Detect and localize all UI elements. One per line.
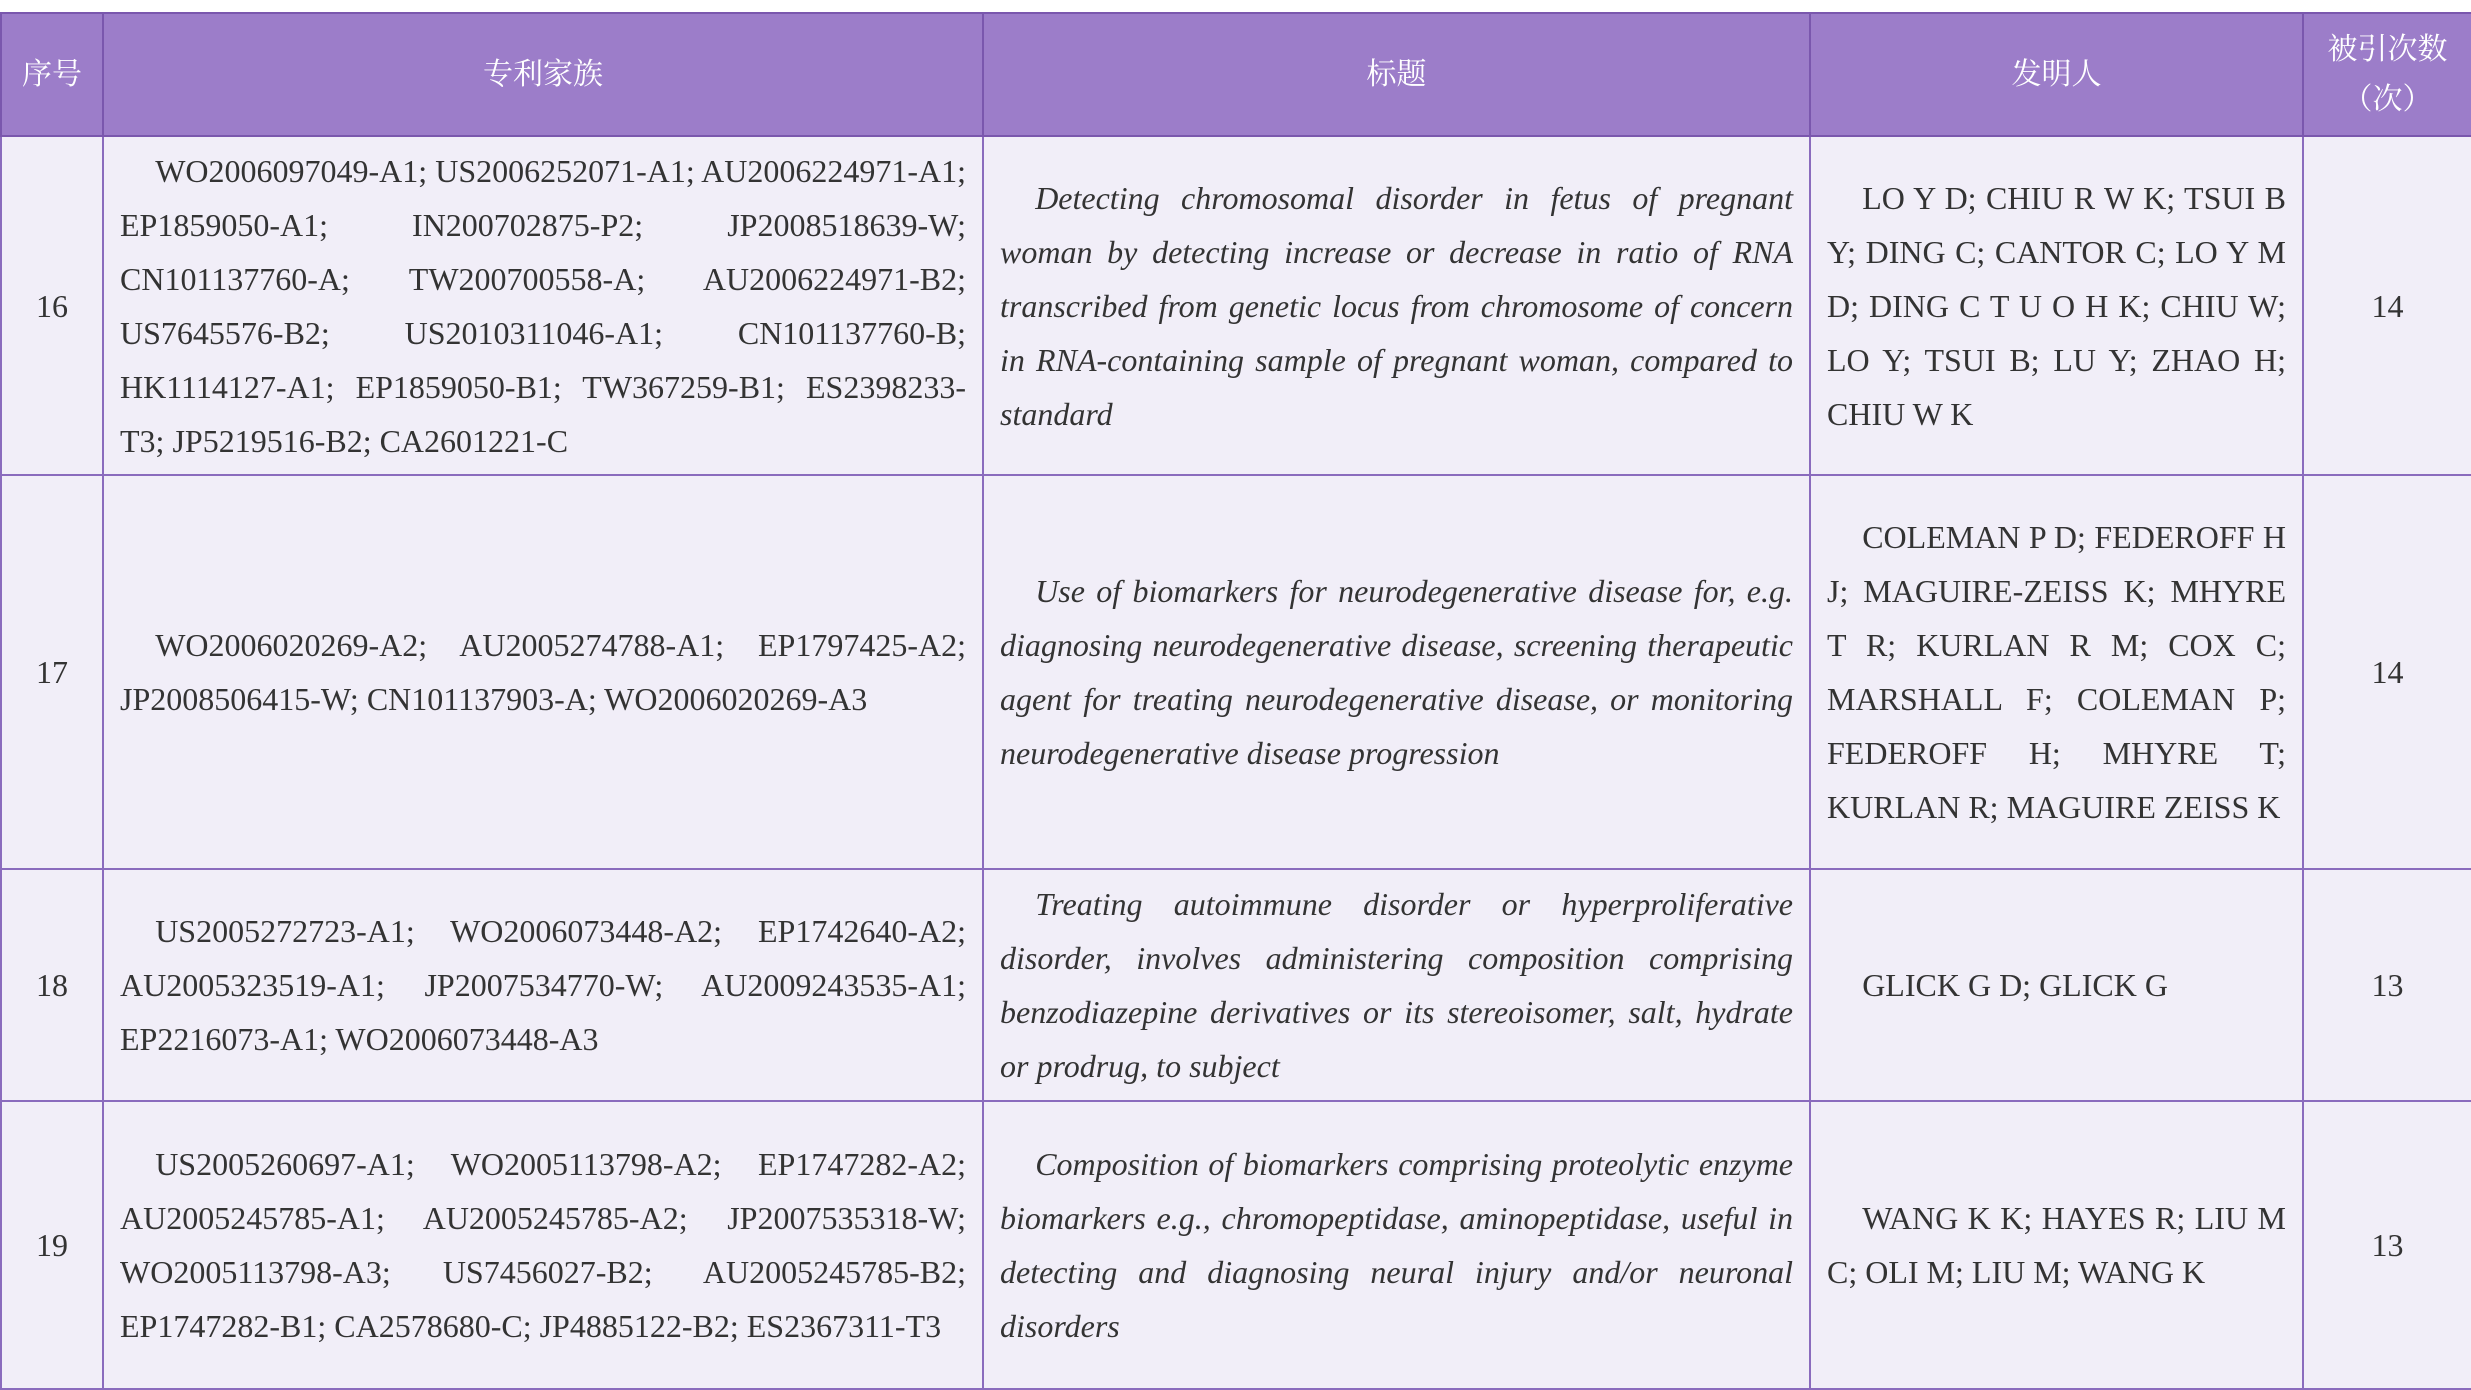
table-row xyxy=(1,475,2471,869)
row-citations: 13 xyxy=(2303,869,2471,1101)
table-row xyxy=(1,869,2471,1101)
row-citations: 14 xyxy=(2303,475,2471,869)
row-inventors: WANG K K; HAYES R; LIU M C; OLI M; LIU M; WANG K xyxy=(1810,1101,2303,1389)
row-num: 19 xyxy=(1,1101,103,1389)
row-inventors: LO Y D; CHIU R W K; TSUI B Y; DING C; CANTOR C; LO Y M D; DING C T U O H K; CHIU W; LO Y; TSUI B; LU Y; ZHAO H; CHIU W K xyxy=(1810,136,2303,475)
row-citations: 14 xyxy=(2303,136,2471,475)
row-family: WO2006097049-A1; US2006252071-A1; AU2006224971-A1; EP1859050-A1; IN200702875-P2; JP2008518639-W; CN101137760-A; TW200700558-A; AU2006224971-B2; US7645576-B2; US2010311046-A1; CN101137760-B; HK1114127-A1; EP1859050-B1; TW367259-B1; ES2398233-T3; JP5219516-B2; CA2601221-C xyxy=(103,136,983,475)
table-row xyxy=(1,136,2471,475)
header-citations xyxy=(2303,13,2471,136)
header-title: 标题 xyxy=(983,13,1810,136)
row-title: Use of biomarkers for neurodegenerative disease for, e.g. diagnosing neurodegenerative disease, screening therapeutic agent for treating neurodegenerative disease, or monitoring neurodegenerative disease progression xyxy=(983,475,1810,869)
header-inventors: 发明人 xyxy=(1810,13,2303,136)
row-citations: 13 xyxy=(2303,1101,2471,1389)
patent-table-container xyxy=(0,12,2471,1390)
table-row xyxy=(1,1101,2471,1389)
row-title: Detecting chromosomal disorder in fetus of pregnant woman by detecting increase or decrease in ratio of RNA transcribed from genetic locus from chromosome of concern in RNA-containing sample of pregnant woman, compared to standard xyxy=(983,136,1810,475)
row-num: 18 xyxy=(1,869,103,1101)
row-family: US2005272723-A1; WO2006073448-A2; EP1742640-A2; AU2005323519-A1; JP2007534770-W; AU2009243535-A1; EP2216073-A1; WO2006073448-A3 xyxy=(103,869,983,1101)
row-inventors: COLEMAN P D; FEDEROFF H J; MAGUIRE-ZEISS K; MHYRE T R; KURLAN R M; COX C; MARSHALL F; COLEMAN P; FEDEROFF H; MHYRE T; KURLAN R; MAGUIRE ZEISS K xyxy=(1810,475,2303,869)
header-citations-line2: （次） xyxy=(2342,81,2433,117)
row-num: 17 xyxy=(1,475,103,869)
row-inventors: GLICK G D; GLICK G xyxy=(1810,869,2303,1101)
header-num: 序号 xyxy=(1,13,103,136)
row-title: Treating autoimmune disorder or hyperproliferative disorder, involves administering composition comprising benzodiazepine derivatives or its stereoisomer, salt, hydrate or prodrug, to subject xyxy=(983,869,1810,1101)
header-citations-line1: 被引次数 xyxy=(2327,31,2448,67)
row-family: US2005260697-A1; WO2005113798-A2; EP1747282-A2; AU2005245785-A1; AU2005245785-A2; JP2007535318-W; WO2005113798-A3; US7456027-B2; AU2005245785-B2; EP1747282-B1; CA2578680-C; JP4885122-B2; ES2367311-T3 xyxy=(103,1101,983,1389)
table-header-row xyxy=(1,13,2471,136)
row-title: Composition of biomarkers comprising proteolytic enzyme biomarkers e.g., chromopeptidase, aminopeptidase, useful in detecting and diagnosing neural injury and/or neuronal disorders xyxy=(983,1101,1810,1389)
header-family: 专利家族 xyxy=(103,13,983,136)
patent-table xyxy=(0,12,2471,1390)
row-family: WO2006020269-A2; AU2005274788-A1; EP1797425-A2; JP2008506415-W; CN101137903-A; WO2006020269-A3 xyxy=(103,475,983,869)
row-num: 16 xyxy=(1,136,103,475)
